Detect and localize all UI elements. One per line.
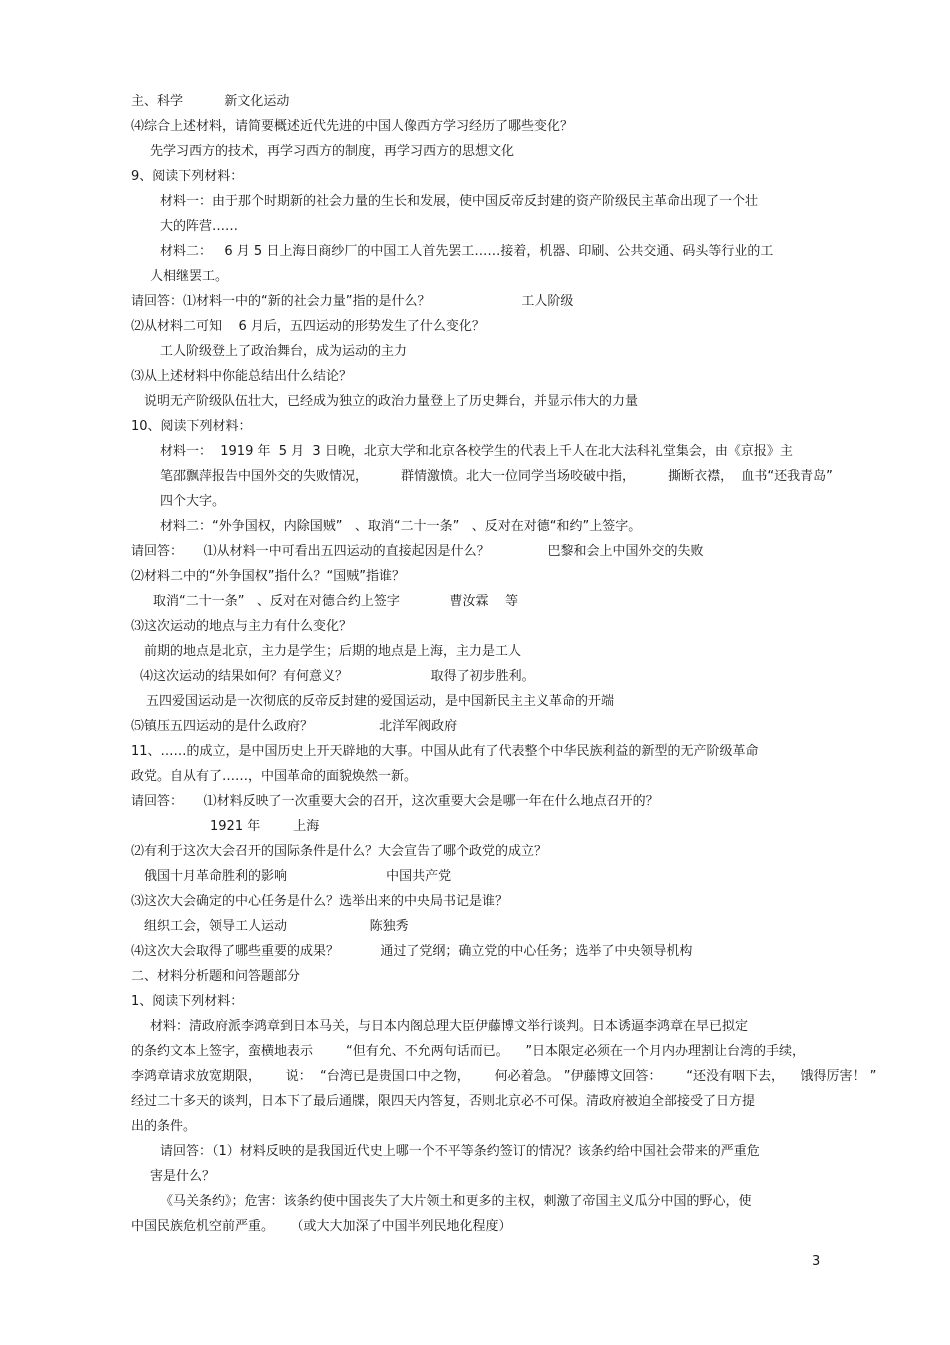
text-line: 四个大字。 bbox=[160, 494, 226, 509]
text-line: 工人阶级登上了政治舞台，成为运动的主力 bbox=[160, 344, 408, 359]
text-line: 五四爱国运动是一次彻底的反帝反封建的爱国运动，是中国新民主主义革命的开端 bbox=[146, 694, 615, 709]
text-line: ⑵从材料二可知 6 月后，五四运动的形势发生了什么变化？ bbox=[131, 319, 485, 334]
text-line: 先学习西方的技术，再学习西方的制度，再学习西方的思想文化 bbox=[150, 144, 515, 159]
text-line: 经过二十多天的谈判，日本下了最后通牒，限四天内答复，否则北京必不可保。清政府被迫全部接受了日方提 bbox=[131, 1094, 756, 1109]
text-line: 10、阅读下列材料： bbox=[131, 419, 252, 434]
text-line: 请回答： ⑴从材料一中可看出五四运动的直接起因是什么？ 巴黎和会上中国外交的失败 bbox=[131, 544, 704, 559]
text-line: 材料一： 1919 年 5 月 3 日晚，北京大学和北京各校学生的代表上千人在北大法科礼堂集会，由《京报》主 bbox=[160, 444, 793, 459]
text-line: 人相继罢工。 bbox=[150, 269, 229, 284]
text-line: ⑶这次运动的地点与主力有什么变化？ bbox=[131, 619, 353, 634]
text-line: 李鸿章请求放宽期限， 说： “台湾已是贵国口中之物， 何必着急。 ”伊藤博文回答： “还没有咽下去， 饿得厉害！ ” bbox=[131, 1069, 877, 1084]
text-line: 材料：清政府派李鸿章到日本马关，与日本内阁总理大臣伊藤博文举行谈判。日本诱逼李鸿章在早已拟定 bbox=[150, 1019, 749, 1034]
text-line: 笔邵飘萍报告中国外交的失败情况， 群情激愤。北大一位同学当场咬破中指， 撕断衣襟， 血书“还我青岛” bbox=[160, 469, 833, 484]
text-line: ⑷综合上述材料，请简要概述近代先进的中国人像西方学习经历了哪些变化？ bbox=[131, 119, 574, 134]
section-heading: 二、材料分析题和问答题部分 bbox=[131, 969, 301, 984]
text-line: ⑸镇压五四运动的是什么政府？ 北洋军阀政府 bbox=[131, 719, 458, 734]
text-line: 政党。自从有了……，中国革命的面貌焕然一新。 bbox=[131, 769, 418, 784]
text-line: 请回答：（1）材料反映的是我国近代史上哪一个不平等条约签订的情况？该条约给中国社会带来的严重危 bbox=[160, 1144, 760, 1159]
text-line: 取消“二十一条” 、反对在对德合约上签字 曹汝霖 等 bbox=[153, 594, 518, 609]
text-line: 出的条件。 bbox=[131, 1119, 197, 1134]
text-line: 大的阵营…… bbox=[160, 219, 239, 234]
text-line: 中国民族危机空前严重。 （或大大加深了中国半列民地化程度） bbox=[131, 1219, 512, 1234]
text-line: 1、阅读下列材料： bbox=[131, 994, 244, 1009]
text-line: 俄国十月革命胜利的影响 中国共产党 bbox=[144, 869, 452, 884]
text-line: ⑷这次大会取得了哪些重要的成果？ 通过了党纲；确立党的中心任务；选举了中央领导机构 bbox=[131, 944, 693, 959]
text-line: 材料一：由于那个时期新的社会力量的生长和发展，使中国反帝反封建的资产阶级民主革命出现了一个壮 bbox=[160, 194, 759, 209]
text-line: 请回答： ⑴材料反映了一次重要大会的召开，这次重要大会是哪一年在什么地点召开的？ bbox=[131, 794, 659, 809]
text-line: ⑶从上述材料中你能总结出什么结论？ bbox=[131, 369, 353, 384]
text-line: 的条约文本上签字，蛮横地表示 “但有允、不允两句话而已。 ”日本限定必须在一个月内办理割让台湾的手续， bbox=[131, 1044, 806, 1059]
text-line: ⑵有利于这次大会召开的国际条件是什么？大会宣告了哪个政党的成立？ bbox=[131, 844, 548, 859]
text-line: 主、科学 新文化运动 bbox=[131, 94, 290, 109]
text-line: 请回答：⑴材料一中的“新的社会力量”指的是什么？ 工人阶级 bbox=[131, 294, 574, 309]
page-number: 3 bbox=[812, 1254, 821, 1269]
text-line: 组织工会，领导工人运动 陈独秀 bbox=[144, 919, 409, 934]
text-line: ⑵材料二中的“外争国权”指什么？“国贼”指谁？ bbox=[131, 569, 405, 584]
text-line: ⑶这次大会确定的中心任务是什么？选举出来的中央局书记是谁？ bbox=[131, 894, 509, 909]
text-line: ⑷这次运动的结果如何？有何意义？ 取得了初步胜利。 bbox=[140, 669, 535, 684]
text-line: 材料二：“外争国权，内除国贼” 、取消“二十一条” 、反对在对德“和约”上签字。 bbox=[160, 519, 642, 534]
text-line: 《马关条约》；危害：该条约使中国丧失了大片领土和更多的主权，刺激了帝国主义瓜分中国的野心，使 bbox=[160, 1194, 752, 1209]
text-line: 9、阅读下列材料： bbox=[131, 169, 244, 184]
text-line: 前期的地点是北京，主力是学生；后期的地点是上海，主力是工人 bbox=[144, 644, 522, 659]
text-line: 材料二： 6 月 5 日上海日商纱厂的中国工人首先罢工……接着，机器、印刷、公共交通、码头等行业的工 bbox=[160, 244, 774, 259]
text-line: 说明无产阶级队伍壮大，已经成为独立的政治力量登上了历史舞台，并显示伟大的力量 bbox=[144, 394, 639, 409]
text-line: 11、……的成立，是中国历史上开天辟地的大事。中国从此有了代表整个中华民族利益的新型的无产阶级革命 bbox=[131, 744, 759, 759]
text-line: 害是什么？ bbox=[150, 1169, 216, 1184]
text-line: 1921 年 上海 bbox=[210, 819, 320, 834]
